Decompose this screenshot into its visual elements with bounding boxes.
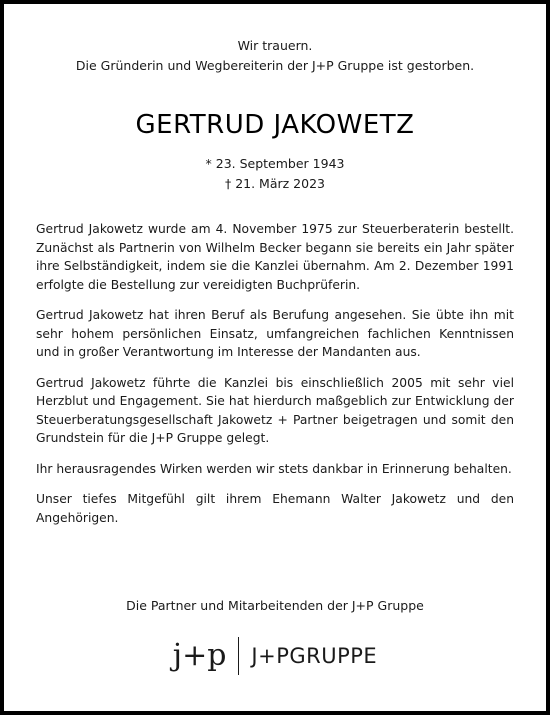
company-logo — [4, 634, 546, 678]
intro-line-1: Wir trauern. — [237, 38, 313, 53]
intro-line-2: Die Gründerin und Wegbereiterin der J+P Gruppe ist gestorben. — [75, 58, 475, 73]
paragraph-condolence: Unser tiefes Mitgefühl gilt ihrem Ehemann Walter Jakowetz und den Angehörigen. — [36, 492, 514, 525]
signoff-text: Die Partner und Mitarbeitenden der J+P Gruppe — [126, 598, 424, 613]
paragraph-vocation: Gertrud Jakowetz hat ihren Beruf als Berufung angesehen. Sie übte ihn mit sehr hohem persönlichen Einsatz, umfangreichen fachlichen Kenntnissen und in großer Verantwortung im Interesse der Mandanten aus. — [36, 308, 514, 359]
paragraph-career: Gertrud Jakowetz wurde am 4. November 1975 zur Steuerberaterin bestellt. Zunächst als Partnerin von Wilhelm Becker begann sie bereits ein Jahr später ihre Selbständigkeit, indem sie die Kanzlei übernahm. Am 2. Dezember 1991 erfolgte die Bestellung zur vereidigten Buchprüferin. — [36, 222, 514, 292]
birth-date: * 23. September 1943 — [205, 156, 345, 171]
logo-mark: j+p — [172, 638, 227, 673]
obituary-body — [36, 220, 514, 539]
paragraph-remembrance: Ihr herausragendes Wirken werden wir stets dankbar in Erinnerung behalten. — [36, 461, 512, 476]
death-date: † 21. März 2023 — [224, 176, 325, 191]
intro-text — [4, 36, 546, 76]
logo-divider — [238, 637, 239, 675]
paragraph-legacy: Gertrud Jakowetz führte die Kanzlei bis einschließlich 2005 mit sehr viel Herzblut und Engagement. Sie hat hierdurch maßgeblich zur Entwicklung der Steuerberatungsgesellschaft Jakowetz + Partner beigetragen und somit den Grundstein für die J+P Gruppe gelegt. — [36, 375, 514, 445]
life-dates — [4, 154, 546, 194]
logo-wordmark: J+PGRUPPE — [251, 644, 378, 668]
deceased-name: GERTRUD JAKOWETZ — [135, 110, 415, 140]
